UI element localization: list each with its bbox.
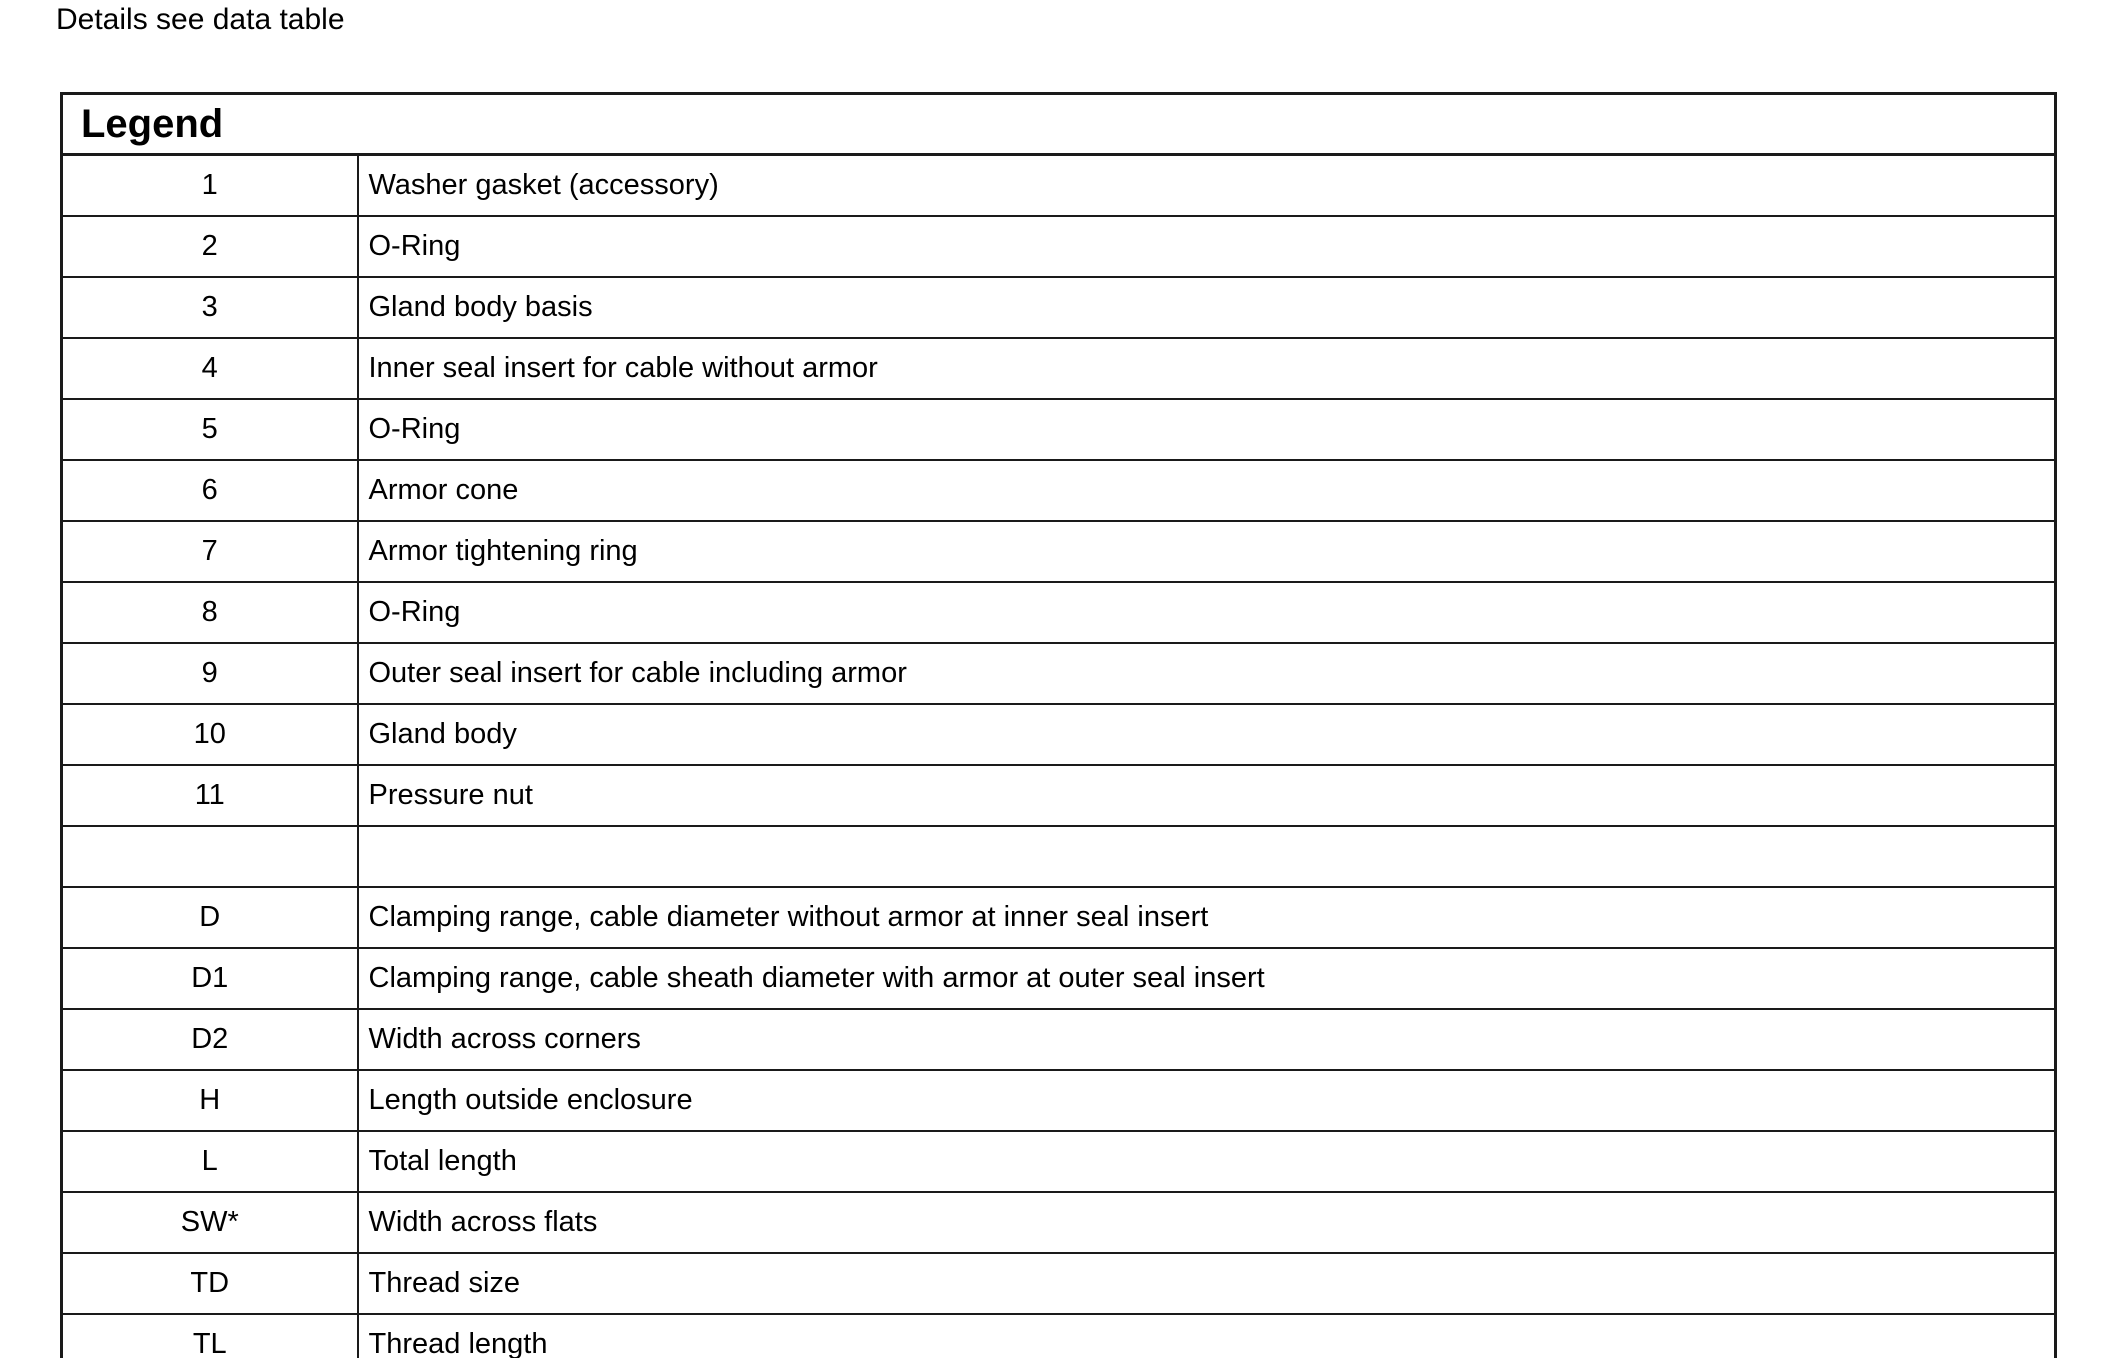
- legend-key-cell: D2: [62, 1009, 358, 1070]
- legend-desc-cell: O-Ring: [358, 582, 2056, 643]
- legend-title: Legend: [62, 94, 2056, 155]
- legend-key-cell: 9: [62, 643, 358, 704]
- table-row: [62, 1192, 2056, 1253]
- legend-key-cell: 10: [62, 704, 358, 765]
- legend-desc-cell: Armor cone: [358, 460, 2056, 521]
- legend-key-cell: 7: [62, 521, 358, 582]
- table-row: [62, 643, 2056, 704]
- legend-key-cell: D1: [62, 948, 358, 1009]
- legend-desc-cell: Washer gasket (accessory): [358, 155, 2056, 217]
- legend-desc-cell: Outer seal insert for cable including armor: [358, 643, 2056, 704]
- legend-desc-cell: Pressure nut: [358, 765, 2056, 826]
- table-row: [62, 1314, 2056, 1358]
- legend-key-cell: 4: [62, 338, 358, 399]
- table-row: [62, 887, 2056, 948]
- legend-key-cell: 5: [62, 399, 358, 460]
- table-row: [62, 582, 2056, 643]
- legend-desc-cell: [358, 826, 2056, 887]
- legend-key-cell: 2: [62, 216, 358, 277]
- table-row: [62, 826, 2056, 887]
- table-row: [62, 1009, 2056, 1070]
- table-row: [62, 948, 2056, 1009]
- legend-desc-cell: Clamping range, cable diameter without armor at inner seal insert: [358, 887, 2056, 948]
- table-row: [62, 1070, 2056, 1131]
- legend-table: [60, 92, 2057, 1358]
- table-row: [62, 765, 2056, 826]
- legend-key-cell: 3: [62, 277, 358, 338]
- legend-desc-cell: Gland body: [358, 704, 2056, 765]
- legend-key-cell: SW*: [62, 1192, 358, 1253]
- legend-key-cell: L: [62, 1131, 358, 1192]
- legend-key-cell: [62, 826, 358, 887]
- table-row: [62, 460, 2056, 521]
- table-row: [62, 704, 2056, 765]
- legend-desc-cell: O-Ring: [358, 216, 2056, 277]
- legend-desc-cell: Clamping range, cable sheath diameter with armor at outer seal insert: [358, 948, 2056, 1009]
- legend-desc-cell: Total length: [358, 1131, 2056, 1192]
- legend-key-cell: 11: [62, 765, 358, 826]
- legend-desc-cell: O-Ring: [358, 399, 2056, 460]
- table-row: [62, 216, 2056, 277]
- legend-key-cell: 6: [62, 460, 358, 521]
- legend-desc-cell: Thread length: [358, 1314, 2056, 1358]
- details-note: Details see data table: [56, 3, 345, 36]
- legend-desc-cell: Armor tightening ring: [358, 521, 2056, 582]
- legend-desc-cell: Inner seal insert for cable without armor: [358, 338, 2056, 399]
- table-row: [62, 399, 2056, 460]
- table-row: [62, 1253, 2056, 1314]
- legend-desc-cell: Gland body basis: [358, 277, 2056, 338]
- legend-desc-cell: Width across flats: [358, 1192, 2056, 1253]
- legend-key-cell: 1: [62, 155, 358, 217]
- legend-table-body: [62, 155, 2056, 1358]
- legend-desc-cell: Length outside enclosure: [358, 1070, 2056, 1131]
- legend-header-row: [62, 94, 2056, 155]
- legend-desc-cell: Width across corners: [358, 1009, 2056, 1070]
- legend-key-cell: TL: [62, 1314, 358, 1358]
- legend-desc-cell: Thread size: [358, 1253, 2056, 1314]
- table-row: [62, 1131, 2056, 1192]
- legend-key-cell: D: [62, 887, 358, 948]
- legend-key-cell: H: [62, 1070, 358, 1131]
- legend-key-cell: 8: [62, 582, 358, 643]
- table-row: [62, 338, 2056, 399]
- table-row: [62, 277, 2056, 338]
- legend-key-cell: TD: [62, 1253, 358, 1314]
- table-row: [62, 155, 2056, 217]
- table-row: [62, 521, 2056, 582]
